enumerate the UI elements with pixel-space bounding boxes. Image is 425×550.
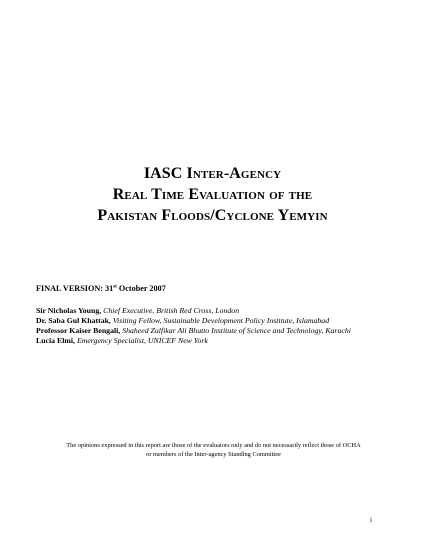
author-entry bbox=[36, 326, 391, 336]
version-superscript: st bbox=[113, 284, 117, 290]
author-role: Emergency Specialist, UNICEF New York bbox=[75, 336, 208, 345]
author-entry bbox=[36, 306, 391, 316]
author-entry bbox=[36, 316, 391, 326]
title-line-3: Pakistan Floods/Cyclone Yemyin bbox=[97, 207, 328, 224]
author-name: Professor Kaiser Bengali, bbox=[36, 326, 121, 335]
title-line-1: IASC Inter-Agency bbox=[143, 165, 282, 182]
disclaimer-line-2: or members of the Inter-agency Standing Committee bbox=[146, 451, 281, 458]
author-list bbox=[36, 306, 391, 346]
page-number: i bbox=[370, 516, 372, 524]
author-role: Chief Executive, British Red Cross, London bbox=[101, 306, 240, 315]
report-title bbox=[0, 163, 425, 226]
author-name: Lucia Elmi, bbox=[36, 336, 75, 345]
author-role: Visiting Fellow, Sustainable Development Policy Institute, Islamabad bbox=[110, 316, 330, 325]
disclaimer bbox=[36, 441, 391, 459]
author-name: Dr. Saba Gul Khattak, bbox=[36, 316, 111, 325]
disclaimer-line-1: The opinions expressed in this report are those of the evaluators only and do not necessarily reflect those of OCHA bbox=[66, 442, 361, 449]
author-name: Sir Nicholas Young, bbox=[36, 306, 102, 315]
author-role: Shaheed Zulfikar Ali Bhutto Institute of Science and Technology, Karachi bbox=[120, 326, 351, 335]
author-entry bbox=[36, 336, 391, 346]
title-line-2: Real Time Evaluation of the bbox=[112, 186, 313, 203]
version-suffix: October 2007 bbox=[116, 284, 166, 293]
version-prefix: FINAL VERSION: 31 bbox=[36, 284, 114, 293]
version-line bbox=[36, 284, 166, 293]
